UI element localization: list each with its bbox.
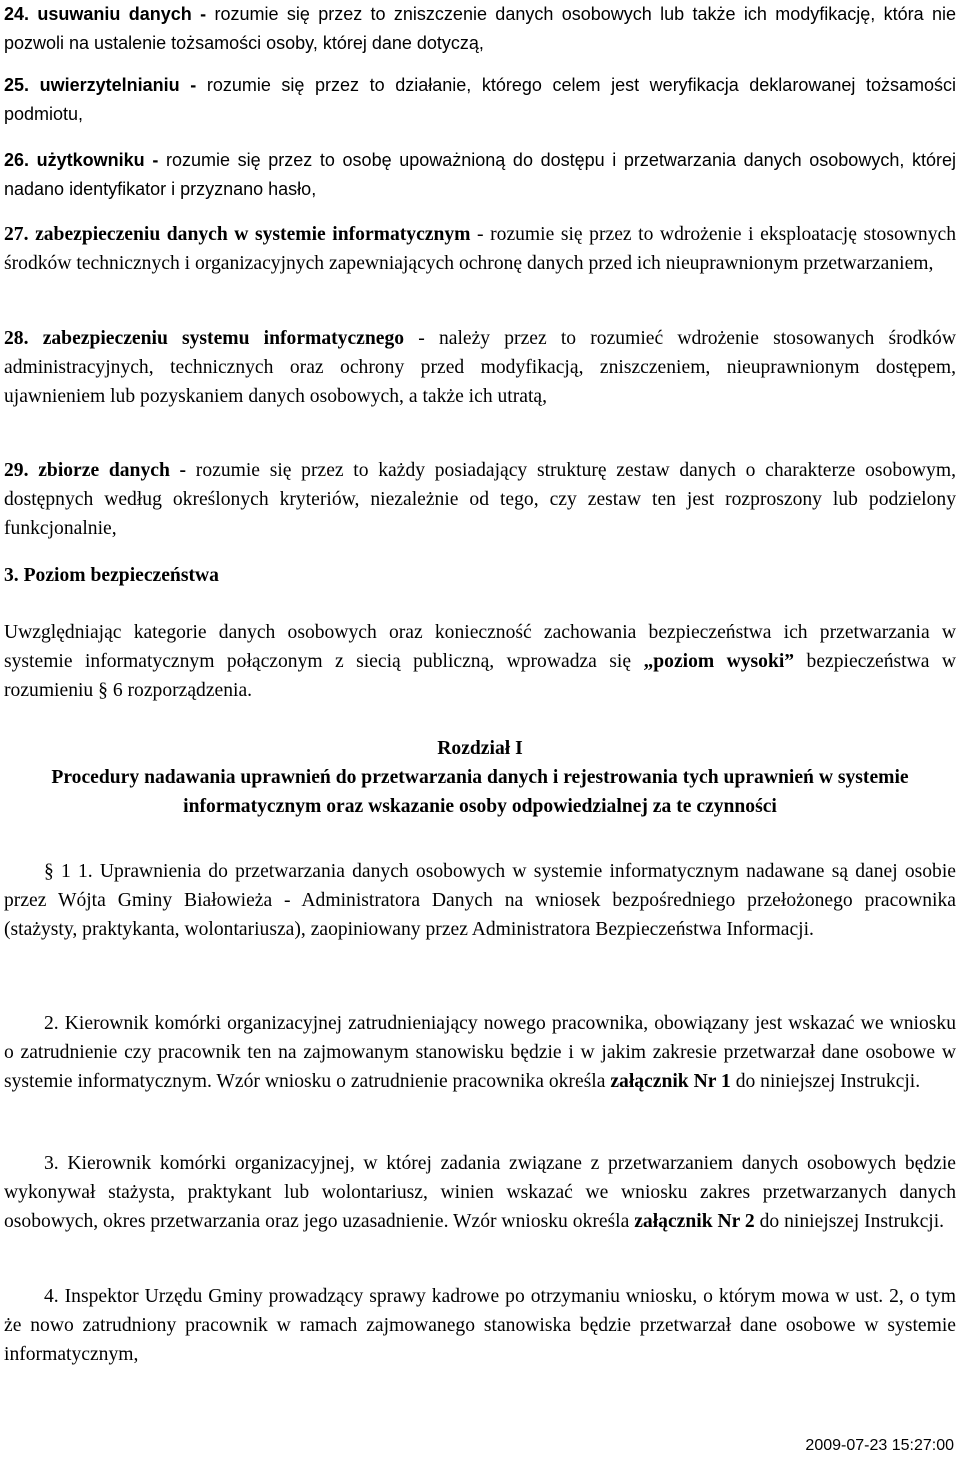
- rule-paragraph-4: 4. Inspektor Urzędu Gminy prowadzący sprawy kadrowe po otrzymaniu wniosku, o którym mowa w ust. 2, o tym że nowo zatrudniony pracownik w ramach zajmowanego stanowiska będzie przetwarzał dane osobowe w systemie informatycznym,: [4, 1286, 956, 1365]
- definition-item-29: [4, 456, 956, 543]
- item-text: rozumie się przez to działanie, którego celem jest weryfikacja deklarowanej tożsamości podmiotu,: [4, 75, 956, 124]
- definition-item-24: [4, 0, 956, 58]
- chapter-subtitle: Procedury nadawania uprawnień do przetwarzania danych i rejestrowania tych uprawnień w systemie informatycznym oraz wskazanie osoby odpowiedzialnej za te czynności: [51, 767, 909, 817]
- item-number: 29.: [4, 460, 29, 481]
- rule-paragraph-1: § 1 1. Uprawnienia do przetwarzania danych osobowych w systemie informatycznym nadawane są danej osobie przez Wójta Gminy Białowieża - Administratora Danych na wniosek bezpośredniego przełożonego pracownika (stażysty, praktykanta, wolontariusza), zaopiniowany przez Administratora Bezpieczeństwa Informacji.: [4, 861, 956, 940]
- attachment-1-ref: załącznik Nr 1: [610, 1071, 731, 1092]
- item-text: - rozumie się przez to wdrożenie i eksploatację stosownych środków technicznych i organizacyjnych zapewniających ochronę danych przed ich nieuprawnionym przetwarzaniem,: [4, 224, 956, 274]
- item-number: 27.: [4, 224, 29, 245]
- security-level-paragraph: [4, 618, 956, 705]
- item-term: zabezpieczeniu systemu informatycznego: [42, 328, 405, 349]
- rule-2-text: 2. Kierownik komórki organizacyjnej zatrudnieniający nowego pracownika, obowiązany jest wskazać we wniosku o zatrudnienie czy pracownik ten na zajmowanym stanowisku będzie i w jakim zakresie przetwarzał dane osobowe w systemie informatycznym. Wzór wniosku o zatrudnienie pracownika określa: [4, 1013, 956, 1092]
- security-text-after: bezpieczeństwa w rozumieniu § 6 rozporządzenia.: [4, 651, 956, 701]
- item-term: zbiorze danych -: [38, 460, 187, 481]
- definition-item-25: [4, 71, 956, 129]
- item-text: rozumie się przez to osobę upoważnioną do dostępu i przetwarzania danych osobowych, której nadano identyfikator i przyznano hasło,: [4, 150, 956, 199]
- definition-item-27: [4, 220, 956, 278]
- section-heading: 3. Poziom bezpieczeństwa: [4, 565, 219, 586]
- item-number: 25.: [4, 75, 30, 95]
- document-page: [4, 0, 956, 1460]
- attachment-2-ref: załącznik Nr 2: [634, 1211, 755, 1232]
- item-number: 26.: [4, 150, 30, 170]
- footer-timestamp: 2009-07-23 15:27:00: [805, 1437, 954, 1454]
- item-text: rozumie się przez to każdy posiadający strukturę zestaw danych o charakterze osobowym, dostępnych według określonych kryteriów, niezależnie od tego, czy zestaw ten jest rozproszony lub podzielony funkcjonalnie,: [4, 460, 956, 539]
- definition-item-28: [4, 324, 956, 411]
- rule-3-text: 3. Kierownik komórki organizacyjnej, w której zadania związane z przetwarzaniem danych osobowych będzie wykonywał stażysta, praktykant lub wolontariusz, winien wskazać we wniosku zakres przetwarzanych danych osobowych, okres przetwarzania oraz jego uzasadnienie. Wzór wniosku określa: [4, 1153, 956, 1232]
- definition-item-26: [4, 146, 956, 204]
- item-term: zabezpieczeniu danych w systemie informatycznym: [35, 224, 471, 245]
- item-number: 28.: [4, 328, 29, 349]
- rule-2-tail: do niniejszej Instrukcji.: [735, 1071, 921, 1092]
- chapter-title: Rozdział I: [437, 738, 523, 759]
- rule-3-tail: do niniejszej Instrukcji.: [759, 1211, 945, 1232]
- security-level-value: „poziom wysoki”: [643, 651, 795, 672]
- item-term: użytkowniku -: [36, 150, 159, 170]
- rule-paragraph-2: [4, 1009, 956, 1096]
- item-number: 24.: [4, 4, 30, 24]
- item-term: uwierzytelnianiu -: [39, 75, 197, 95]
- security-text-before: Uwzględniając kategorie danych osobowych oraz konieczność zachowania bezpieczeństwa ich przetwarzania w systemie informatycznym połączonym z siecią publiczną, wprowadza się: [4, 622, 956, 672]
- item-text: - należy przez to rozumieć wdrożenie stosowanych środków administracyjnych, technicznych oraz ochrony przed modyfikacją, zniszczeniem, nieuprawnionym dostępem, ujawnieniem lub pozyskaniem danych osobowych, a także ich utratą,: [4, 328, 956, 407]
- item-text: rozumie się przez to zniszczenie danych osobowych lub także ich modyfikację, która nie pozwoli na ustalenie tożsamości osoby, której dane dotyczą,: [4, 4, 956, 53]
- item-term: usuwaniu danych -: [37, 4, 207, 24]
- rule-paragraph-3: [4, 1149, 956, 1236]
